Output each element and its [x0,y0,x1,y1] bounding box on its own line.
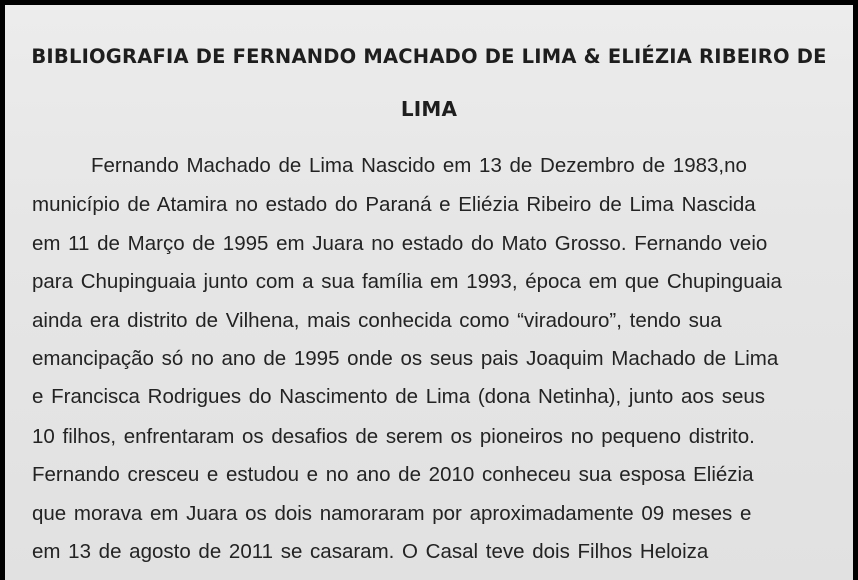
document-page [5,5,853,580]
body-line-11: em 13 de agosto de 2011 se casaram. O Casal teve dois Filhos Heloiza [32,540,709,563]
body-line-8: 10 filhos, enfrentaram os desafios de serem os pioneiros no pequeno distrito. [32,425,755,448]
body-line-1: Fernando Machado de Lima Nascido em 13 de Dezembro de 1983,no [91,154,747,177]
document-title-line-1: BIBLIOGRAFIA DE FERNANDO MACHADO DE LIMA & ELIÉZIA RIBEIRO DE [31,45,827,68]
body-line-4: para Chupinguaia junto com a sua família em 1993, época em que Chupinguaia [32,270,782,293]
body-line-7: e Francisca Rodrigues do Nascimento de Lima (dona Netinha), junto aos seus [32,385,766,408]
body-line-2: município de Atamira no estado do Paraná e Eliézia Ribeiro de Lima Nascida [32,193,756,216]
body-line-9: Fernando cresceu e estudou e no ano de 2010 conheceu sua esposa Eliézia [32,463,754,486]
body-line-10: que morava em Juara os dois namoraram por aproximadamente 09 meses e [32,502,752,525]
body-line-3: em 11 de Março de 1995 em Juara no estado do Mato Grosso. Fernando veio [32,232,768,255]
body-line-6: emancipação só no ano de 1995 onde os seus pais Joaquim Machado de Lima [32,347,779,370]
document-title-line-2: LIMA [400,97,458,121]
body-line-5: ainda era distrito de Vilhena, mais conhecida como “viradouro”, tendo sua [32,309,722,332]
